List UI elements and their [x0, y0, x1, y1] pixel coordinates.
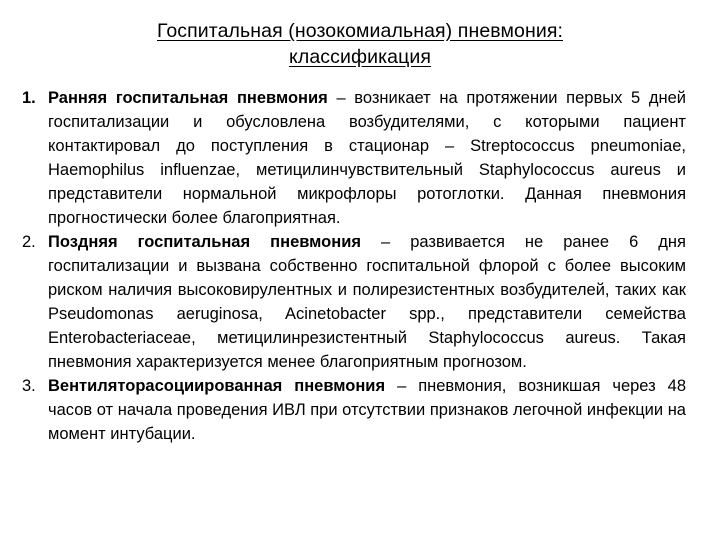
item-number: 2.	[22, 233, 36, 251]
list-item	[22, 230, 686, 374]
slide-title-line-2: классификация	[288, 46, 432, 68]
list-item	[22, 86, 686, 230]
item-number: 1.	[22, 89, 36, 107]
item-text: – пневмония, возникшая через 48 часов от начала проведения ИВЛ при отсутствии признаков легочной инфекции на момент интубации.	[48, 377, 687, 443]
item-term: Поздняя госпитальная пневмония	[48, 233, 361, 251]
list-item	[22, 374, 686, 446]
item-text: – развивается не ранее 6 дня госпитализации и вызвана собственно госпитальной флорой с более высоким риском наличия высоковирулентных и полирезистентных возбудителей, таких как Pseudomonas aeruginosa, Acinetobacter spp., представители семейства Enterobacteriaceae, метицилинрезистентный Staphylococcus aureus. Такая пневмония характеризуется менее благоприятным прогнозом.	[48, 233, 686, 371]
item-term: Ранняя госпитальная пневмония	[48, 89, 328, 107]
classification-list	[22, 86, 686, 446]
item-text: – возникает на протяжении первых 5 дней госпитализации и обусловлена возбудителями, с которыми пациент контактировал до поступления в стационар – Streptococcus pneumoniae, Haemophilus influenzae, метицилинчувствительный Staphylococcus aureus и представители нормальной микрофлоры ротоглотки. Данная пневмония прогностически более благоприятная.	[48, 89, 686, 227]
slide-title	[40, 18, 680, 70]
item-number: 3.	[22, 377, 36, 395]
slide-title-line-1: Госпитальная (нозокомиальная) пневмония:	[156, 20, 563, 42]
item-term: Вентиляторасоциированная пневмония	[48, 377, 386, 395]
